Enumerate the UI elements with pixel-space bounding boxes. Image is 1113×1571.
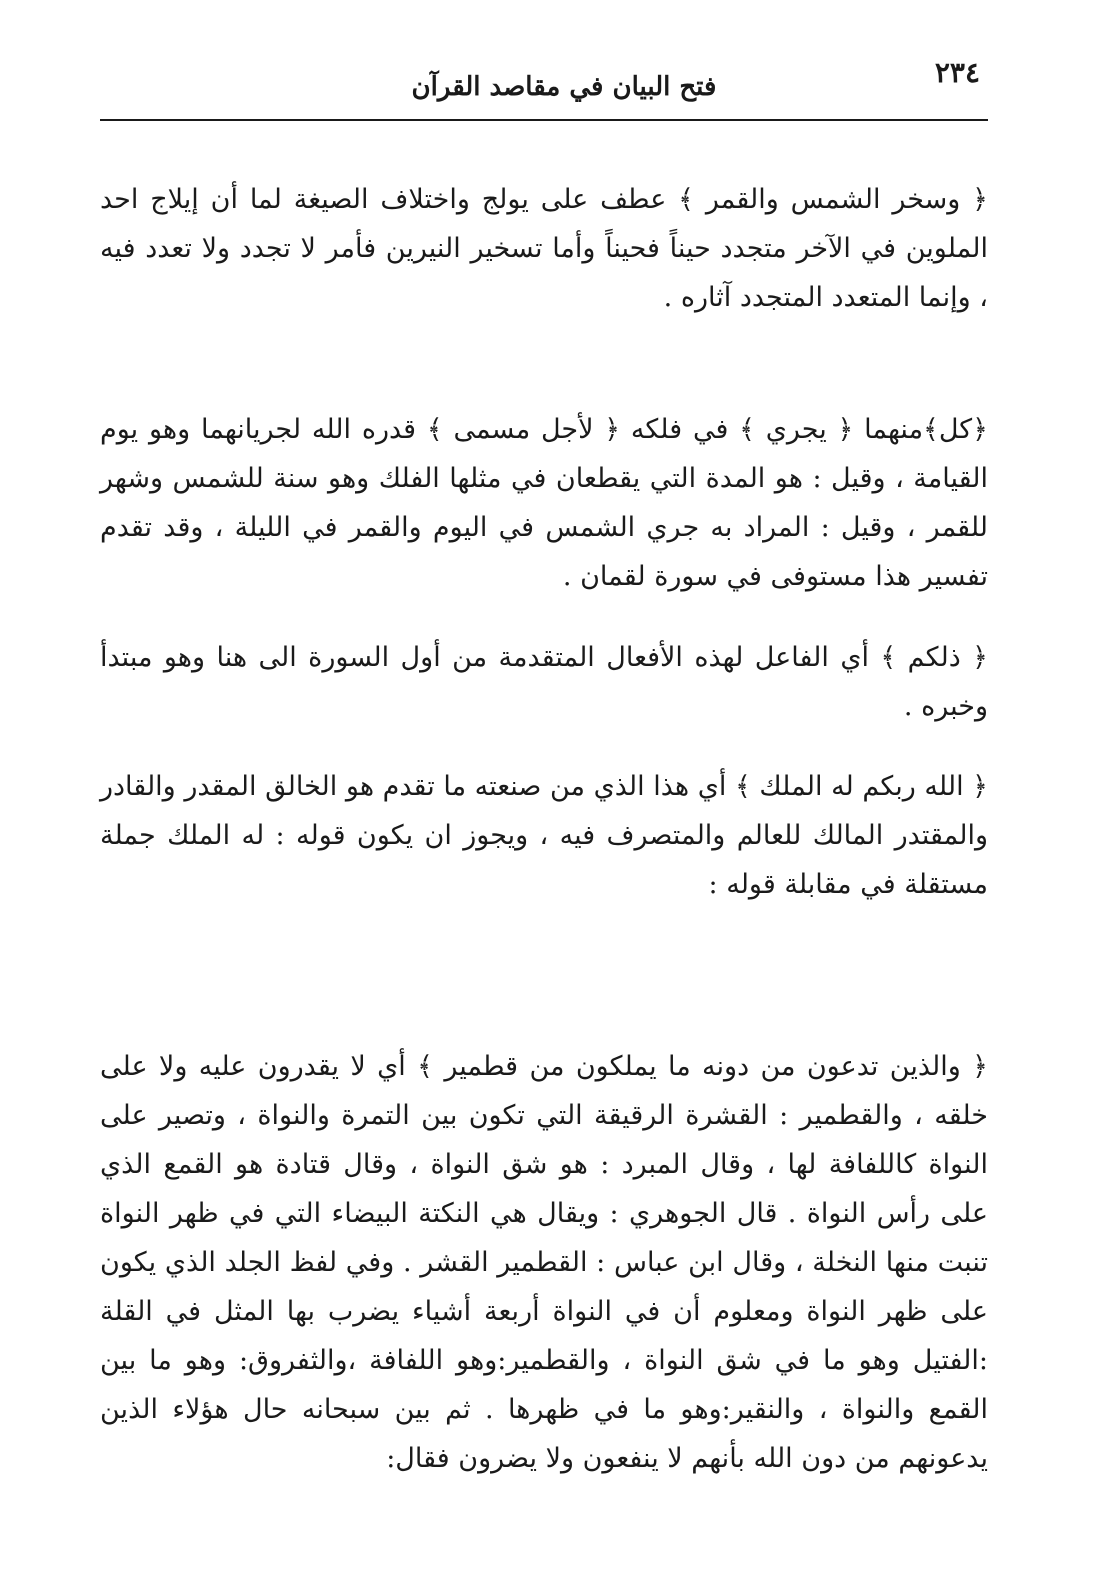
paragraph-1: ﴿ وسخر الشمس والقمر ﴾ عطف على يولج واختلاف الصيغة لما أن إيلاج احد الملوين في الآخر متجدد حيناً فحيناً وأما تسخير النيرين فأمر لا تجدد ولا تعدد فيه ، وإنما المتعدد المتجدد آثاره . <box>100 184 989 313</box>
running-title: فتح البيان في مقاصد القرآن <box>411 72 717 102</box>
paragraph-5: ﴿ والذين تدعون من دونه ما يملكون من قطمير ﴾ أي لا يقدرون عليه ولا على خلقه ، والقطمير : القشرة الرقيقة التي تكون بين التمرة والنواة ، وتصير على النواة كاللفافة لها ، وقال المبرد : هو شق النواة ، وقال قتادة هو القمع الذي على رأس النواة . قال الجوهري : ويقال هي النكتة البيضاء التي في ظهر النواة تنبت منها النخلة ، وقال ابن عباس : القطمير القشر . وفي لفظ الجلد الذي يكون على ظهر النواة ومعلوم أن في النواة أربعة أشياء يضرب بها المثل في القلة :الفتيل وهو ما في شق النواة ، والقطمير:وهو اللفافة ،والثفروق: وهو ما بين القمع والنواة ، والنقير:وهو ما في ظهرها . ثم بين سبحانه حال هؤلاء الذين يدعونهم من دون الله بأنهم لا ينفعون ولا يضرون فقال: <box>100 1051 988 1474</box>
paragraph-3: ﴿ ذلكم ﴾ أي الفاعل لهذه الأفعال المتقدمة من أول السورة الى هنا وهو مبتدأ وخبره . <box>100 642 988 722</box>
paragraph-2: ﴿كل﴾منهما ﴿ يجري ﴾ في فلكه ﴿ لأجل مسمى ﴾ قدره الله لجريانهما وهو يوم القيامة ، وقيل : هو المدة التي يقطعان في مثلها الفلك وهو سنة للشمس وشهر للقمر ، وقيل : المراد به جري الشمس في اليوم والقمر في الليلة ، وقد تقدم تفسير هذا مستوفى في سورة لقمان . <box>100 414 988 592</box>
page-header <box>100 52 988 118</box>
page-number: ٢٣٤ <box>934 56 980 89</box>
paragraph-4: ﴿ الله ربكم له الملك ﴾ أي هذا الذي من صنعته ما تقدم هو الخالق المقدر والقادر والمقتدر المالك للعالم والمتصرف فيه ، ويجوز ان يكون قوله : له الملك جملة مستقلة في مقابلة قوله : <box>100 771 988 900</box>
header-divider <box>100 119 988 121</box>
